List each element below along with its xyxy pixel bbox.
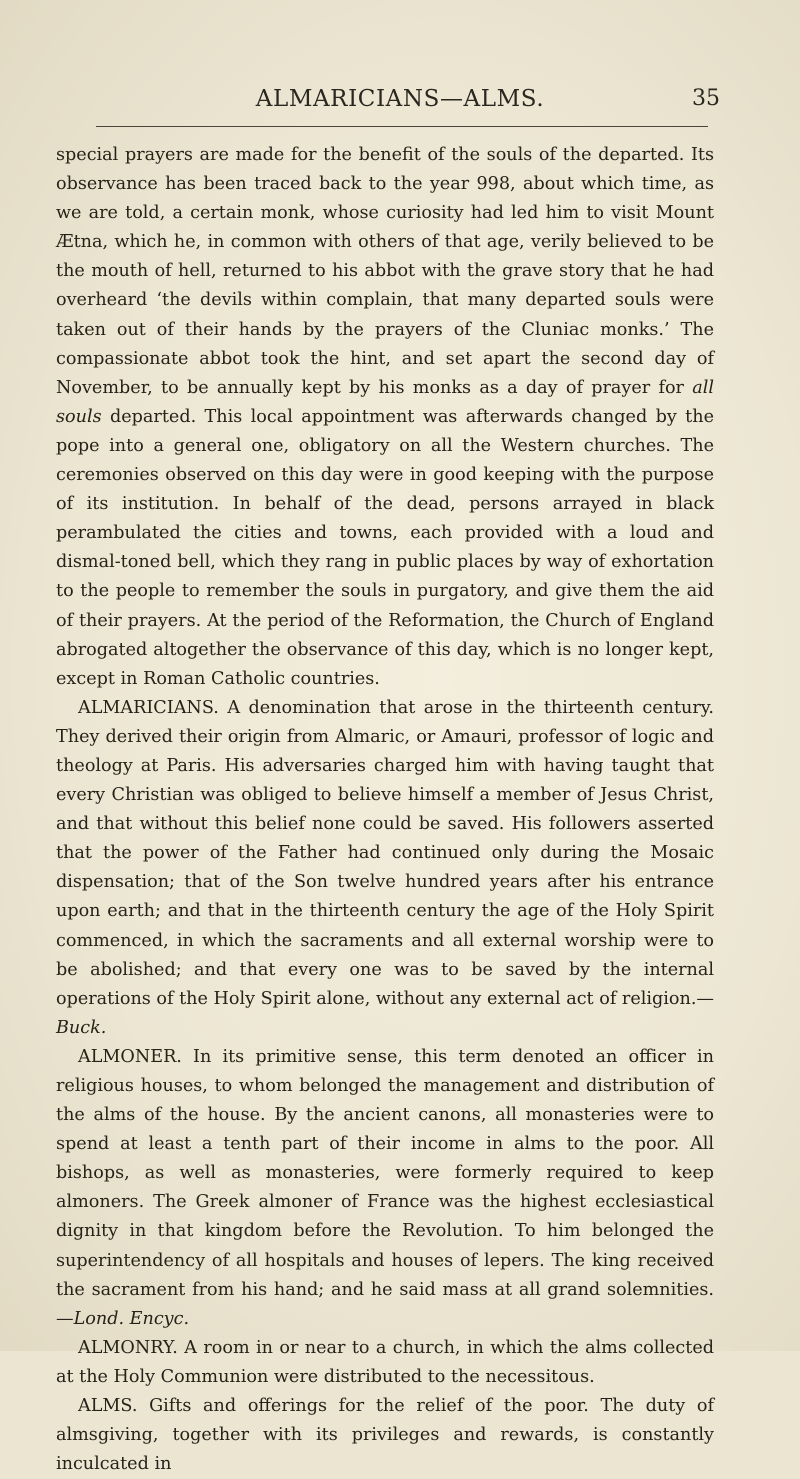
- entry-headword: ALMS.: [78, 1396, 138, 1417]
- entry-headword: ALMONER.: [78, 1046, 182, 1067]
- running-title: ALMARICIANS—ALMS.: [255, 86, 545, 112]
- page-number: 35: [692, 86, 720, 111]
- entry-text: In its primitive sense, this term denoted an officer in religious houses, to whom belonged the management and distribution of the alms of the house. By the ancient canons, all monasteries were to spend at least a tenth part of their income in alms to the poor. All bishops, as well as monasteries, were formerly required to keep almoners. The Greek almoner of France was the highest ecclesiastical dignity in that kingdom before the Revolution. To him belonged the superintendency of all hospitals and houses of lepers. The king received the sacrament from his hand; and he said mass at all grand solemnities.—: [56, 1046, 714, 1329]
- continuation-paragraph: special prayers are made for the benefit of the souls of the departed. Its observance has been traced back to the year 998, about which time, as we are told, a certain monk, whose curiosity had led him to visit Mount Ætna, which he, in common with others of that age, verily believed to be the mouth of hell, returned to his abbot with the grave story that he had overheard ‘the devils within complain, that many departed souls were taken out of their hands by the prayers of the Cluniac monks.’ The compassionate abbot took the hint, and set apart the second day of November, to be annually kept by his monks as a day of prayer for all souls departed. This local appointment was afterwards changed by the pope into a general one, obligatory on all the Western churches. The ceremonies observed on this day were in good keeping with the purpose of its institution. In behalf of the dead, persons arrayed in black perambulated the cities and towns, each provided with a loud and dismal-toned bell, which they rang in public places by way of exhortation to the people to remember the souls in purgatory, and give them the aid of their prayers. At the period of the Reformation, the Church of England abrogated altogether the observance of this day, which is no longer kept, except in Roman Catholic countries.: [56, 145, 714, 689]
- entry-citation: Lond. Encyc.: [73, 1308, 190, 1329]
- entry-headword: ALMONRY.: [78, 1337, 178, 1358]
- entry-almonry: [56, 1334, 714, 1392]
- body-text: [56, 141, 714, 1479]
- entry-almaricians: [56, 694, 714, 1043]
- header-rule: [96, 126, 708, 127]
- emphasis-text: all souls: [56, 377, 714, 427]
- entry-text: A denomination that arose in the thirteenth century. They derived their origin from Almaric, or Amauri, professor of logic and theology at Paris. His adversaries charged him with having taught that every Christian was obliged to believe himself a member of Jesus Christ, and that without this belief none could be saved. His followers asserted that the power of the Father had continued only during the Mosaic dispensation; that of the Son twelve hundred years after his entrance upon earth; and that in the thirteenth century the age of the Holy Spirit commenced, in which the sacraments and all external worship were to be abolished; and that every one was to be saved by the internal operations of the Holy Spirit alone, without any external act of religion.—: [56, 697, 714, 1009]
- entry-almoner: [56, 1043, 714, 1334]
- entry-text: A room in or near to a church, in which the alms collected at the Holy Communion were distributed to the necessitous.: [56, 1337, 714, 1387]
- entry-alms: [56, 1392, 714, 1479]
- running-head: [0, 80, 800, 120]
- entry-headword: ALMARICIANS.: [78, 697, 219, 718]
- entry-citation: Buck.: [56, 1017, 107, 1038]
- entry-text: Gifts and offerings for the relief of the poor. The duty of almsgiving, together with its privileges and rewards, is constantly inculcated in: [56, 1396, 714, 1475]
